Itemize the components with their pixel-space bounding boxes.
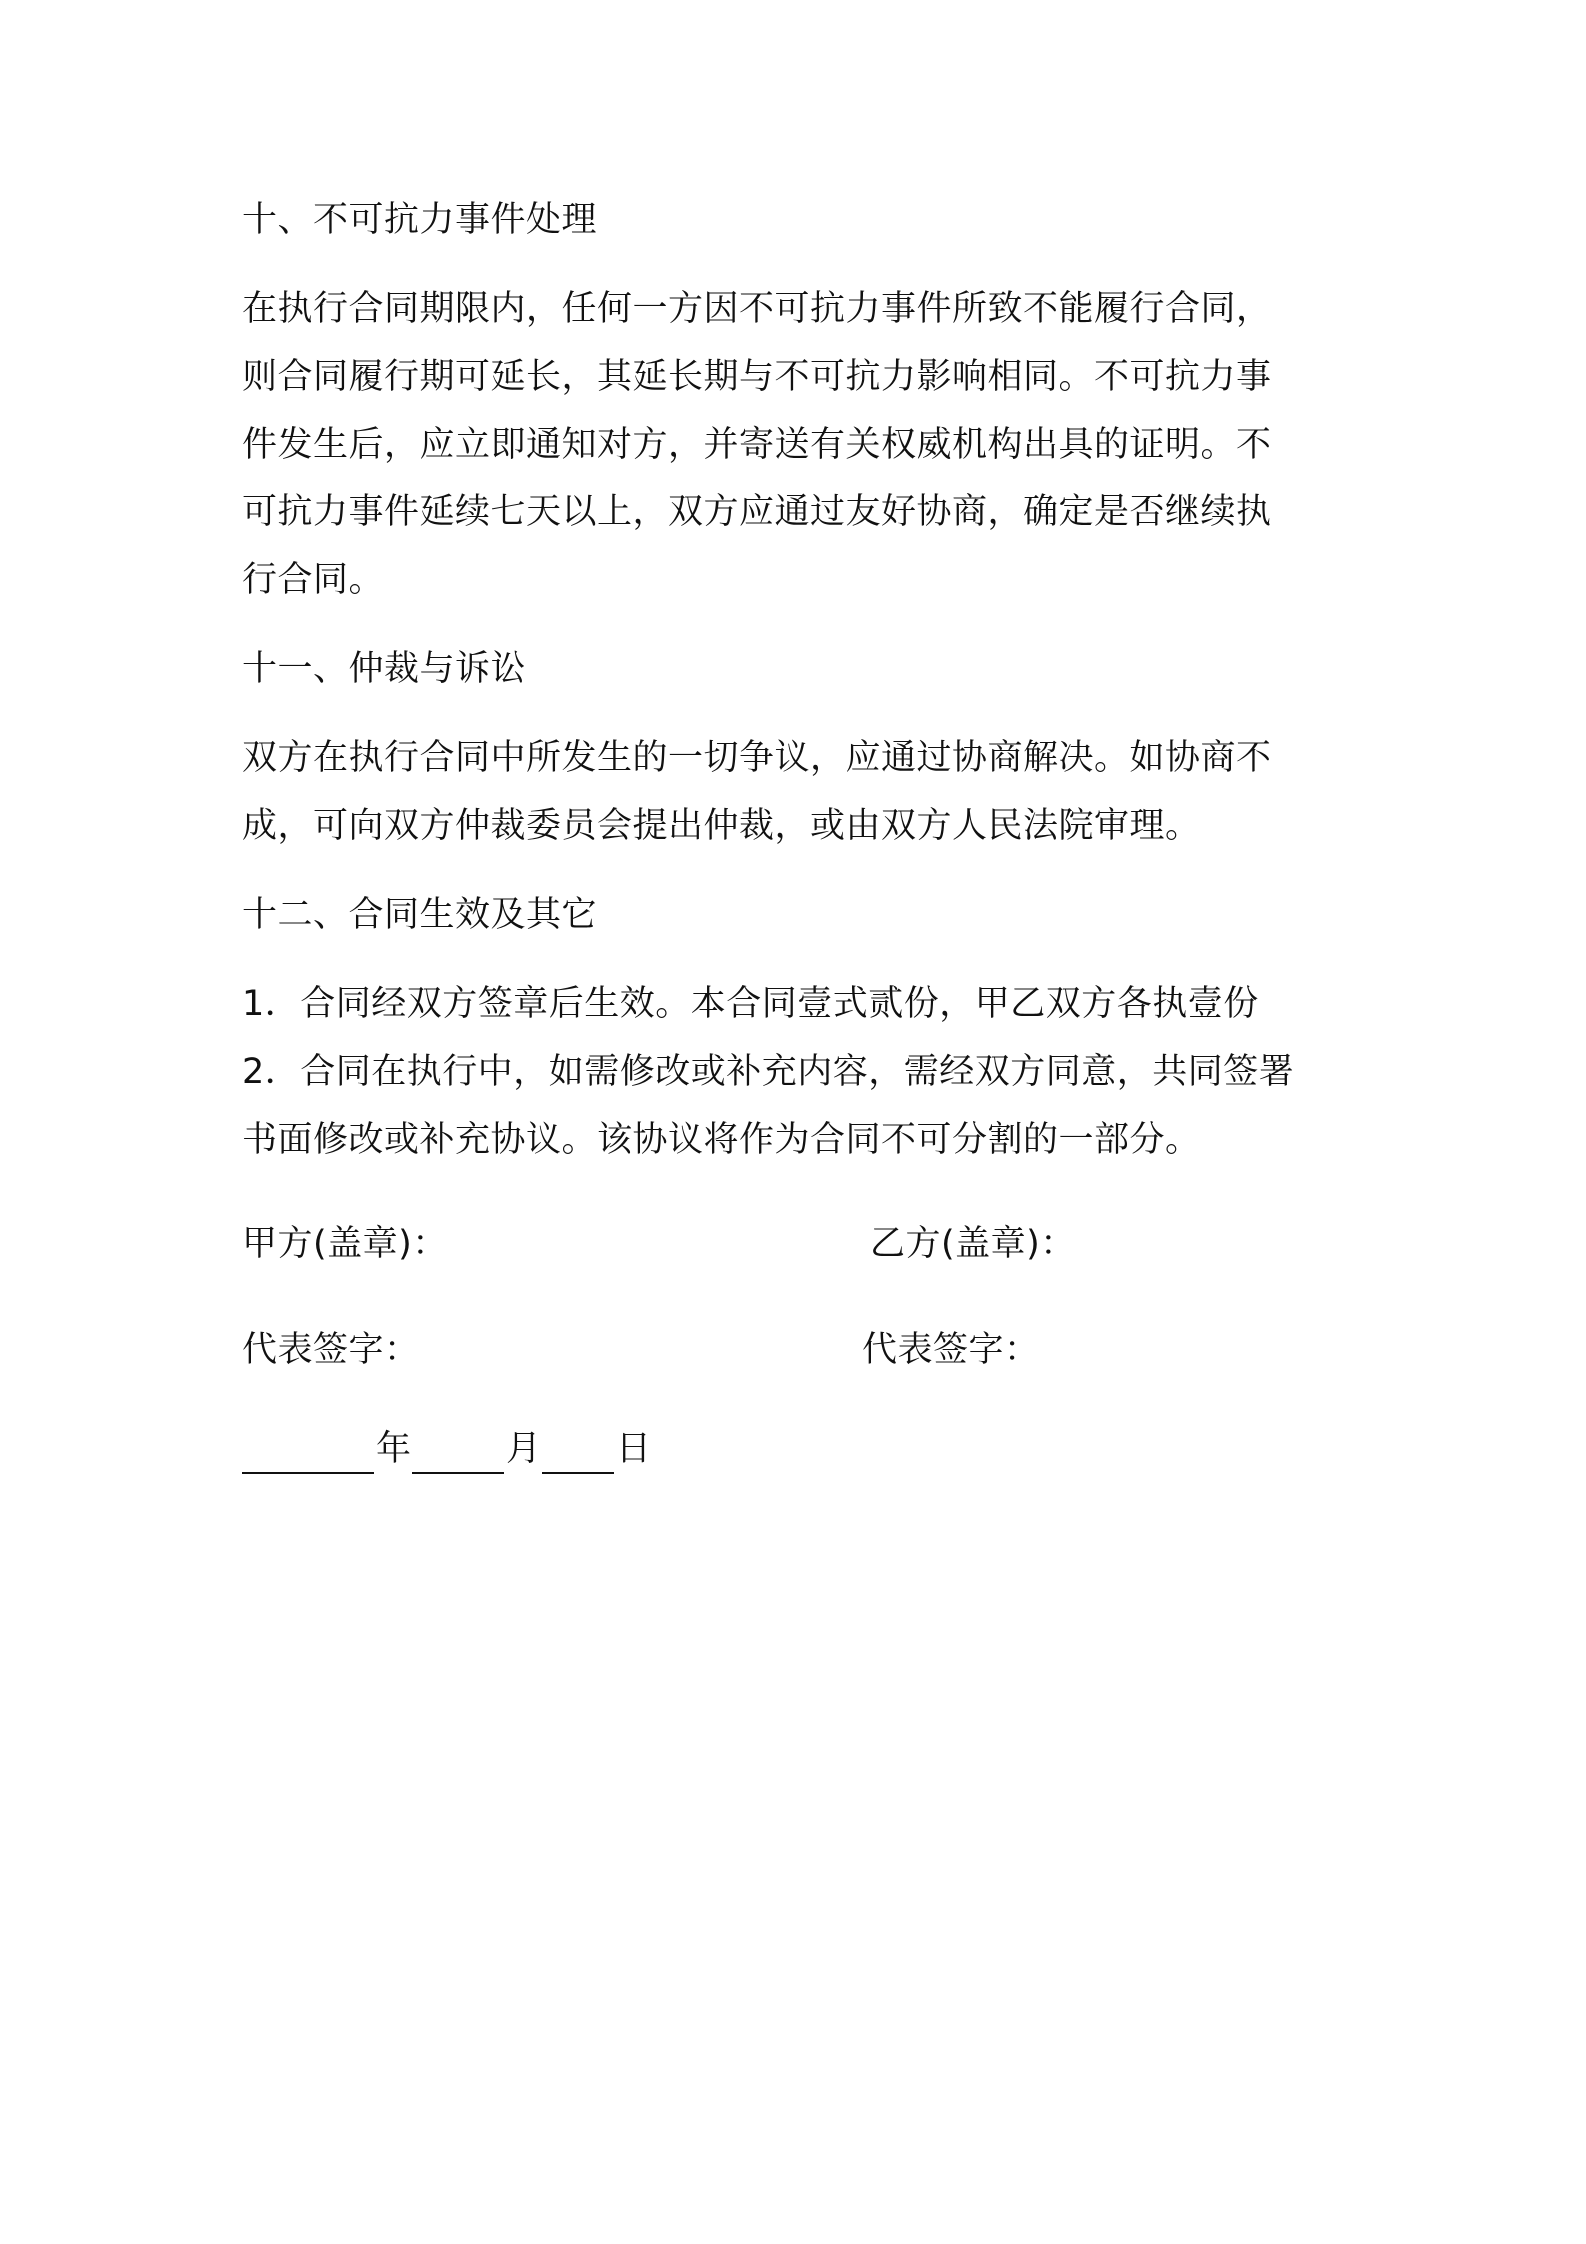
section-10-heading: 十、不可抗力事件处理 [242,200,598,240]
party-a-rep-label: 代表签字： [242,1330,420,1370]
month-label: 月 [506,1429,542,1469]
section-10-line-2: 则合同履行期可延长，其延长期与不可抗力影响相同。不可抗力事 [242,357,1272,397]
section-11-heading: 十一、仲裁与诉讼 [242,649,527,689]
section-11-line-1: 双方在执行合同中所发生的一切争议，应通过协商解决。如协商不 [242,738,1272,778]
party-b-seal-label: 乙方(盖章)： [870,1224,1076,1264]
section-12-line-2: 2．合同在执行中，如需修改或补充内容，需经双方同意，共同签署 [242,1052,1295,1092]
year-blank [242,1432,374,1474]
day-label: 日 [616,1429,652,1469]
month-blank [412,1432,504,1474]
section-12-line-3: 书面修改或补充协议。该协议将作为合同不可分割的一部分。 [242,1120,1201,1160]
section-12-line-1: 1．合同经双方签章后生效。本合同壹式贰份，甲乙双方各执壹份 [242,984,1259,1024]
section-10-line-5: 行合同。 [242,560,385,600]
party-b-rep-label: 代表签字： [862,1330,1040,1370]
year-label: 年 [376,1429,412,1469]
section-11-line-2: 成，可向双方仲裁委员会提出仲裁，或由双方人民法院审理。 [242,806,1201,846]
section-10-line-3: 件发生后，应立即通知对方，并寄送有关权威机构出具的证明。不 [242,425,1272,465]
day-blank [542,1432,614,1474]
section-12-heading: 十二、合同生效及其它 [242,895,598,935]
party-a-seal-label: 甲方(盖章)： [242,1224,448,1264]
section-10-line-1: 在执行合同期限内，任何一方因不可抗力事件所致不能履行合同， [242,289,1272,329]
date-row [242,1429,742,1482]
section-10-line-4: 可抗力事件延续七天以上，双方应通过友好协商，确定是否继续执 [242,492,1272,532]
